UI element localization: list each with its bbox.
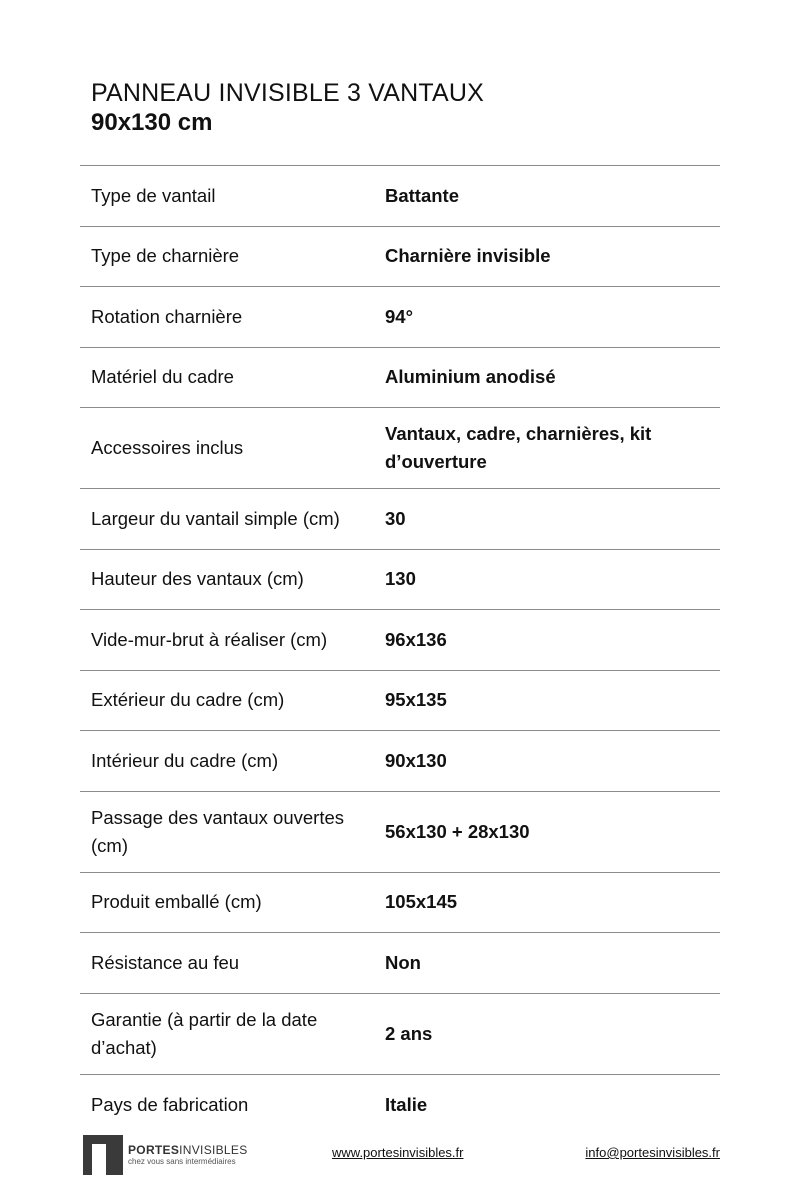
spec-label: Type de charnière bbox=[91, 245, 240, 267]
spec-row-type-vantail bbox=[80, 166, 720, 227]
spec-row-hauteur-vantaux bbox=[80, 550, 720, 611]
spec-row-materiel-cadre bbox=[80, 348, 720, 409]
spec-label: Matériel du cadre bbox=[91, 366, 234, 388]
spec-label: Type de vantail bbox=[91, 184, 216, 206]
logo-text bbox=[128, 1143, 248, 1167]
spec-label: Garantie (à partir de la date d’achat) bbox=[91, 1008, 318, 1058]
spec-value: Non bbox=[385, 951, 421, 973]
document-header bbox=[91, 78, 484, 138]
spec-value: Aluminium anodisé bbox=[385, 366, 556, 388]
brand-name bbox=[128, 1143, 248, 1157]
spec-value: 90x130 bbox=[385, 749, 447, 771]
spec-row-vide-mur-brut bbox=[80, 610, 720, 671]
spec-row-accessoires bbox=[80, 408, 720, 489]
spec-value: 2 ans bbox=[385, 1022, 433, 1044]
brand-name-part1: PORTES bbox=[128, 1143, 180, 1157]
spec-row-pays-fabrication bbox=[80, 1075, 720, 1136]
spec-row-passage-vantaux bbox=[80, 792, 720, 873]
spec-row-largeur-vantail bbox=[80, 489, 720, 550]
spec-row-rotation-charniere bbox=[80, 287, 720, 348]
brand-logo bbox=[83, 1135, 248, 1175]
spec-value: Vantaux, cadre, charnières, kit d’ouverture bbox=[385, 423, 652, 472]
spec-row-interieur-cadre bbox=[80, 731, 720, 792]
spec-label: Hauteur des vantaux (cm) bbox=[91, 568, 304, 590]
brand-name-part2: INVISIBLES bbox=[179, 1143, 248, 1157]
spec-value: Battante bbox=[385, 184, 460, 206]
spec-value: 94° bbox=[385, 305, 413, 327]
spec-label: Intérieur du cadre (cm) bbox=[91, 749, 279, 771]
spec-label: Rotation charnière bbox=[91, 305, 243, 327]
spec-value: 30 bbox=[385, 507, 406, 529]
spec-label: Vide-mur-brut à réaliser (cm) bbox=[91, 628, 328, 650]
door-logo-icon bbox=[83, 1135, 123, 1175]
product-dimensions: 90x130 cm bbox=[91, 109, 213, 136]
email-link[interactable]: info@portesinvisibles.fr bbox=[585, 1145, 720, 1160]
spec-label: Accessoires inclus bbox=[91, 437, 244, 458]
spec-row-resistance-feu bbox=[80, 933, 720, 994]
spec-value: 56x130 + 28x130 bbox=[385, 820, 530, 842]
spec-value: Italie bbox=[385, 1093, 428, 1115]
spec-row-type-charniere bbox=[80, 227, 720, 288]
spec-label: Extérieur du cadre (cm) bbox=[91, 689, 285, 711]
website-link[interactable]: www.portesinvisibles.fr bbox=[332, 1145, 464, 1160]
spec-row-garantie bbox=[80, 994, 720, 1075]
spec-row-produit-emballe bbox=[80, 873, 720, 934]
spec-value: 95x135 bbox=[385, 689, 447, 711]
spec-value: 130 bbox=[385, 568, 416, 590]
spec-label: Largeur du vantail simple (cm) bbox=[91, 507, 340, 529]
spec-label: Passage des vantaux ouvertes (cm) bbox=[91, 806, 344, 856]
spec-value: 105x145 bbox=[385, 891, 458, 913]
spec-label: Produit emballé (cm) bbox=[91, 891, 262, 913]
spec-value: Charnière invisible bbox=[385, 245, 551, 267]
specifications-table bbox=[80, 165, 720, 1135]
brand-tagline: chez vous sans intermédiaires bbox=[128, 1157, 236, 1166]
spec-value: 96x136 bbox=[385, 628, 447, 650]
spec-label: Pays de fabrication bbox=[91, 1093, 249, 1115]
spec-label: Résistance au feu bbox=[91, 951, 240, 973]
product-title: PANNEAU INVISIBLE 3 VANTAUX bbox=[91, 79, 485, 107]
spec-row-exterieur-cadre bbox=[80, 671, 720, 732]
page-footer bbox=[0, 1130, 800, 1180]
